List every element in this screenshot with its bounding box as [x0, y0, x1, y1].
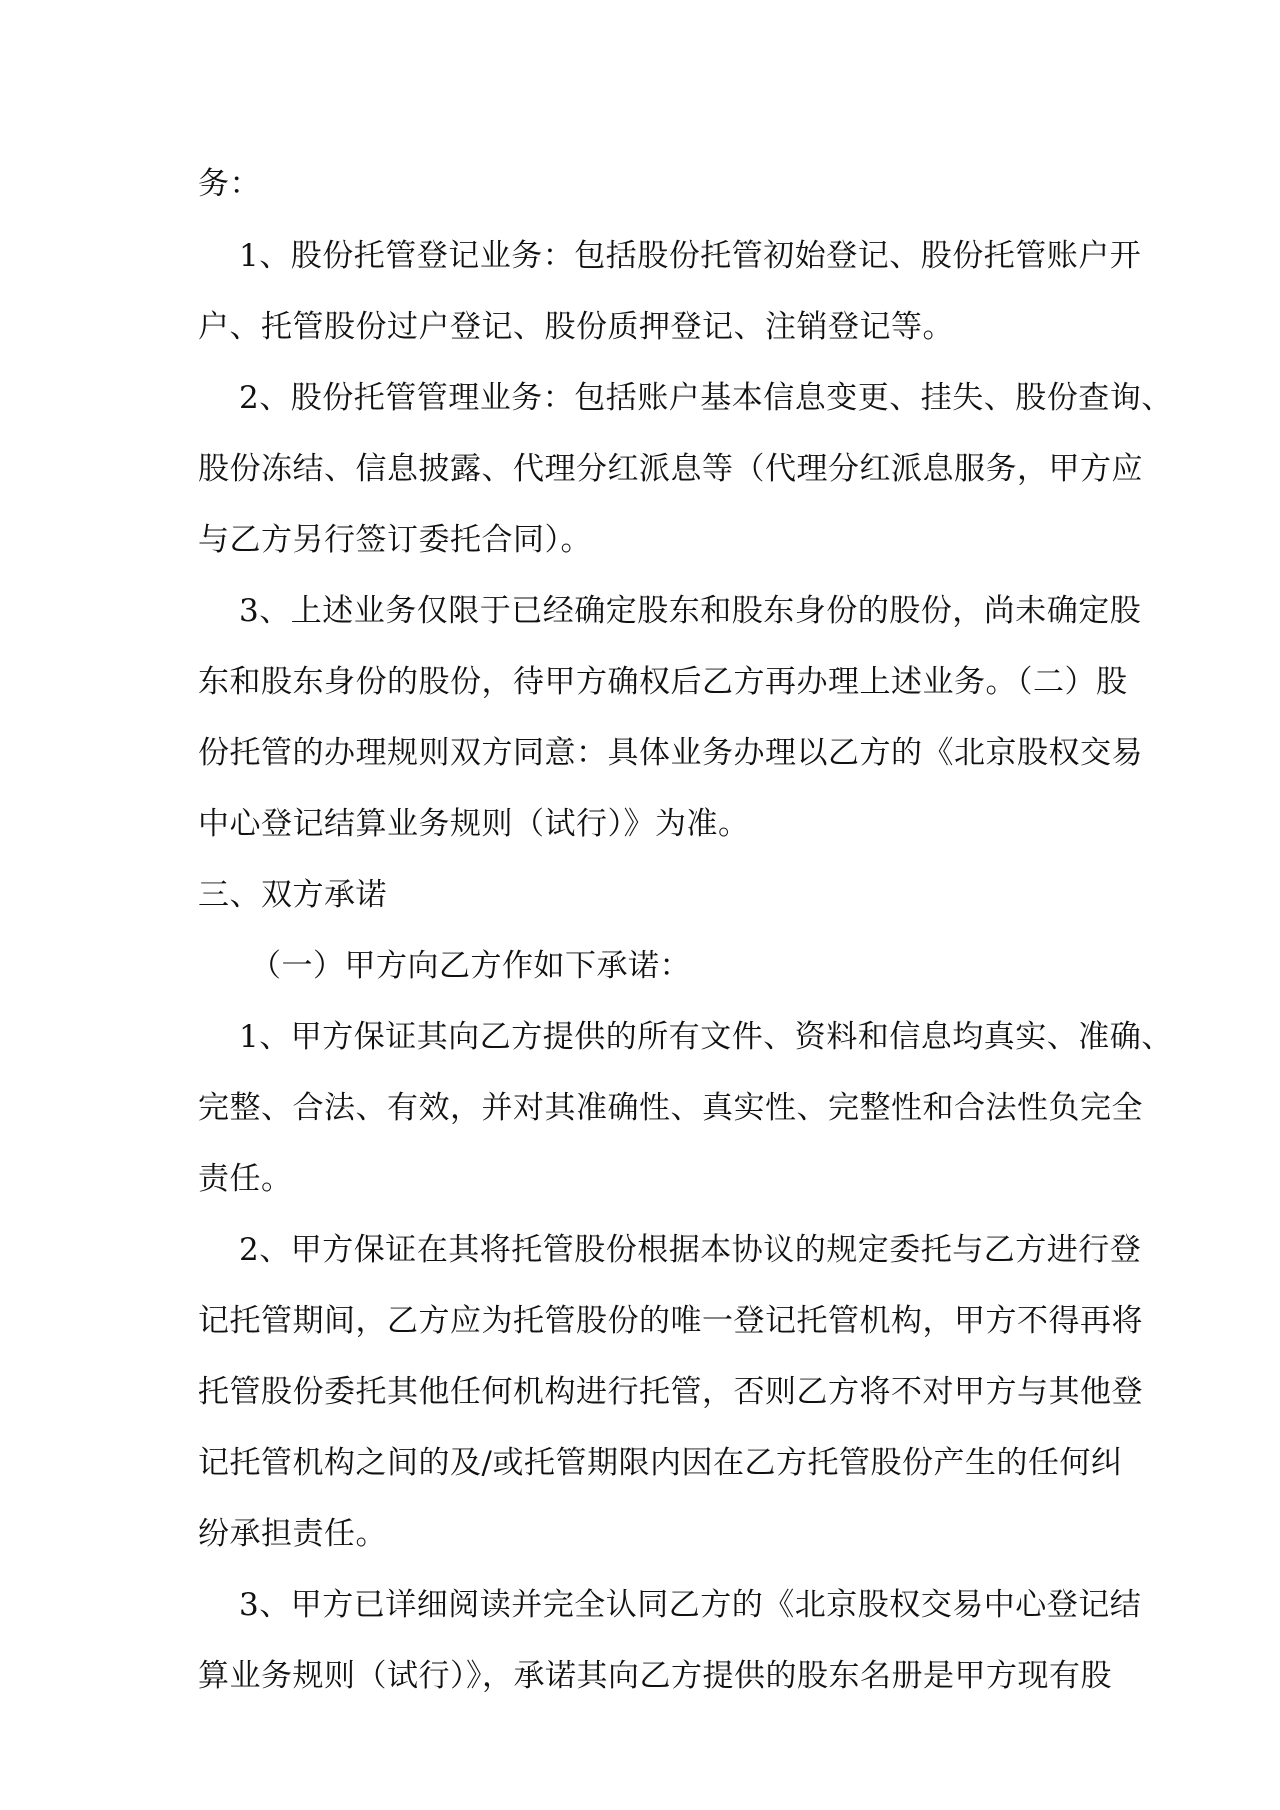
text-line: 务：	[198, 166, 261, 202]
text-line: 份托管的办理规则双方同意：具体业务办理以乙方的《北京股权交易	[198, 735, 1143, 771]
text-line: 3、甲方已详细阅读并完全认同乙方的《北京股权交易中心登记结	[239, 1587, 1142, 1623]
text-line: 股份冻结、信息披露、代理分红派息等（代理分红派息服务，甲方应	[198, 451, 1143, 487]
text-line: 户、托管股份过户登记、股份质押登记、注销登记等。	[198, 309, 954, 345]
text-line: 算业务规则（试行）》，承诺其向乙方提供的股东名册是甲方现有股	[198, 1658, 1112, 1694]
text-line: 1、股份托管登记业务：包括股份托管初始登记、股份托管账户开	[239, 238, 1142, 274]
text-line: 1、甲方保证其向乙方提供的所有文件、资料和信息均真实、准确、	[239, 1019, 1173, 1055]
text-line: 与乙方另行签订委托合同）。	[198, 522, 592, 558]
text-line: 东和股东身份的股份，待甲方确权后乙方再办理上述业务。（二）股	[198, 664, 1128, 700]
subsection-heading: （一）甲方向乙方作如下承诺：	[250, 948, 691, 984]
section-heading: 三、双方承诺	[198, 877, 387, 913]
text-line: 责任。	[198, 1161, 293, 1197]
text-line: 2、甲方保证在其将托管股份根据本协议的规定委托与乙方进行登	[239, 1232, 1142, 1268]
text-line: 记托管机构之间的及/或托管期限内因在乙方托管股份产生的任何纠	[198, 1445, 1123, 1481]
text-line: 纷承担责任。	[198, 1516, 387, 1552]
text-line: 完整、合法、有效，并对其准确性、真实性、完整性和合法性负完全	[198, 1090, 1143, 1126]
text-line: 托管股份委托其他任何机构进行托管，否则乙方将不对甲方与其他登	[198, 1374, 1143, 1410]
text-line: 记托管期间，乙方应为托管股份的唯一登记托管机构，甲方不得再将	[198, 1303, 1143, 1339]
text-line: 中心登记结算业务规则（试行）》为准。	[198, 806, 750, 842]
text-line: 2、股份托管管理业务：包括账户基本信息变更、挂失、股份查询、	[239, 380, 1173, 416]
text-line: 3、上述业务仅限于已经确定股东和股东身份的股份，尚未确定股	[239, 593, 1142, 629]
